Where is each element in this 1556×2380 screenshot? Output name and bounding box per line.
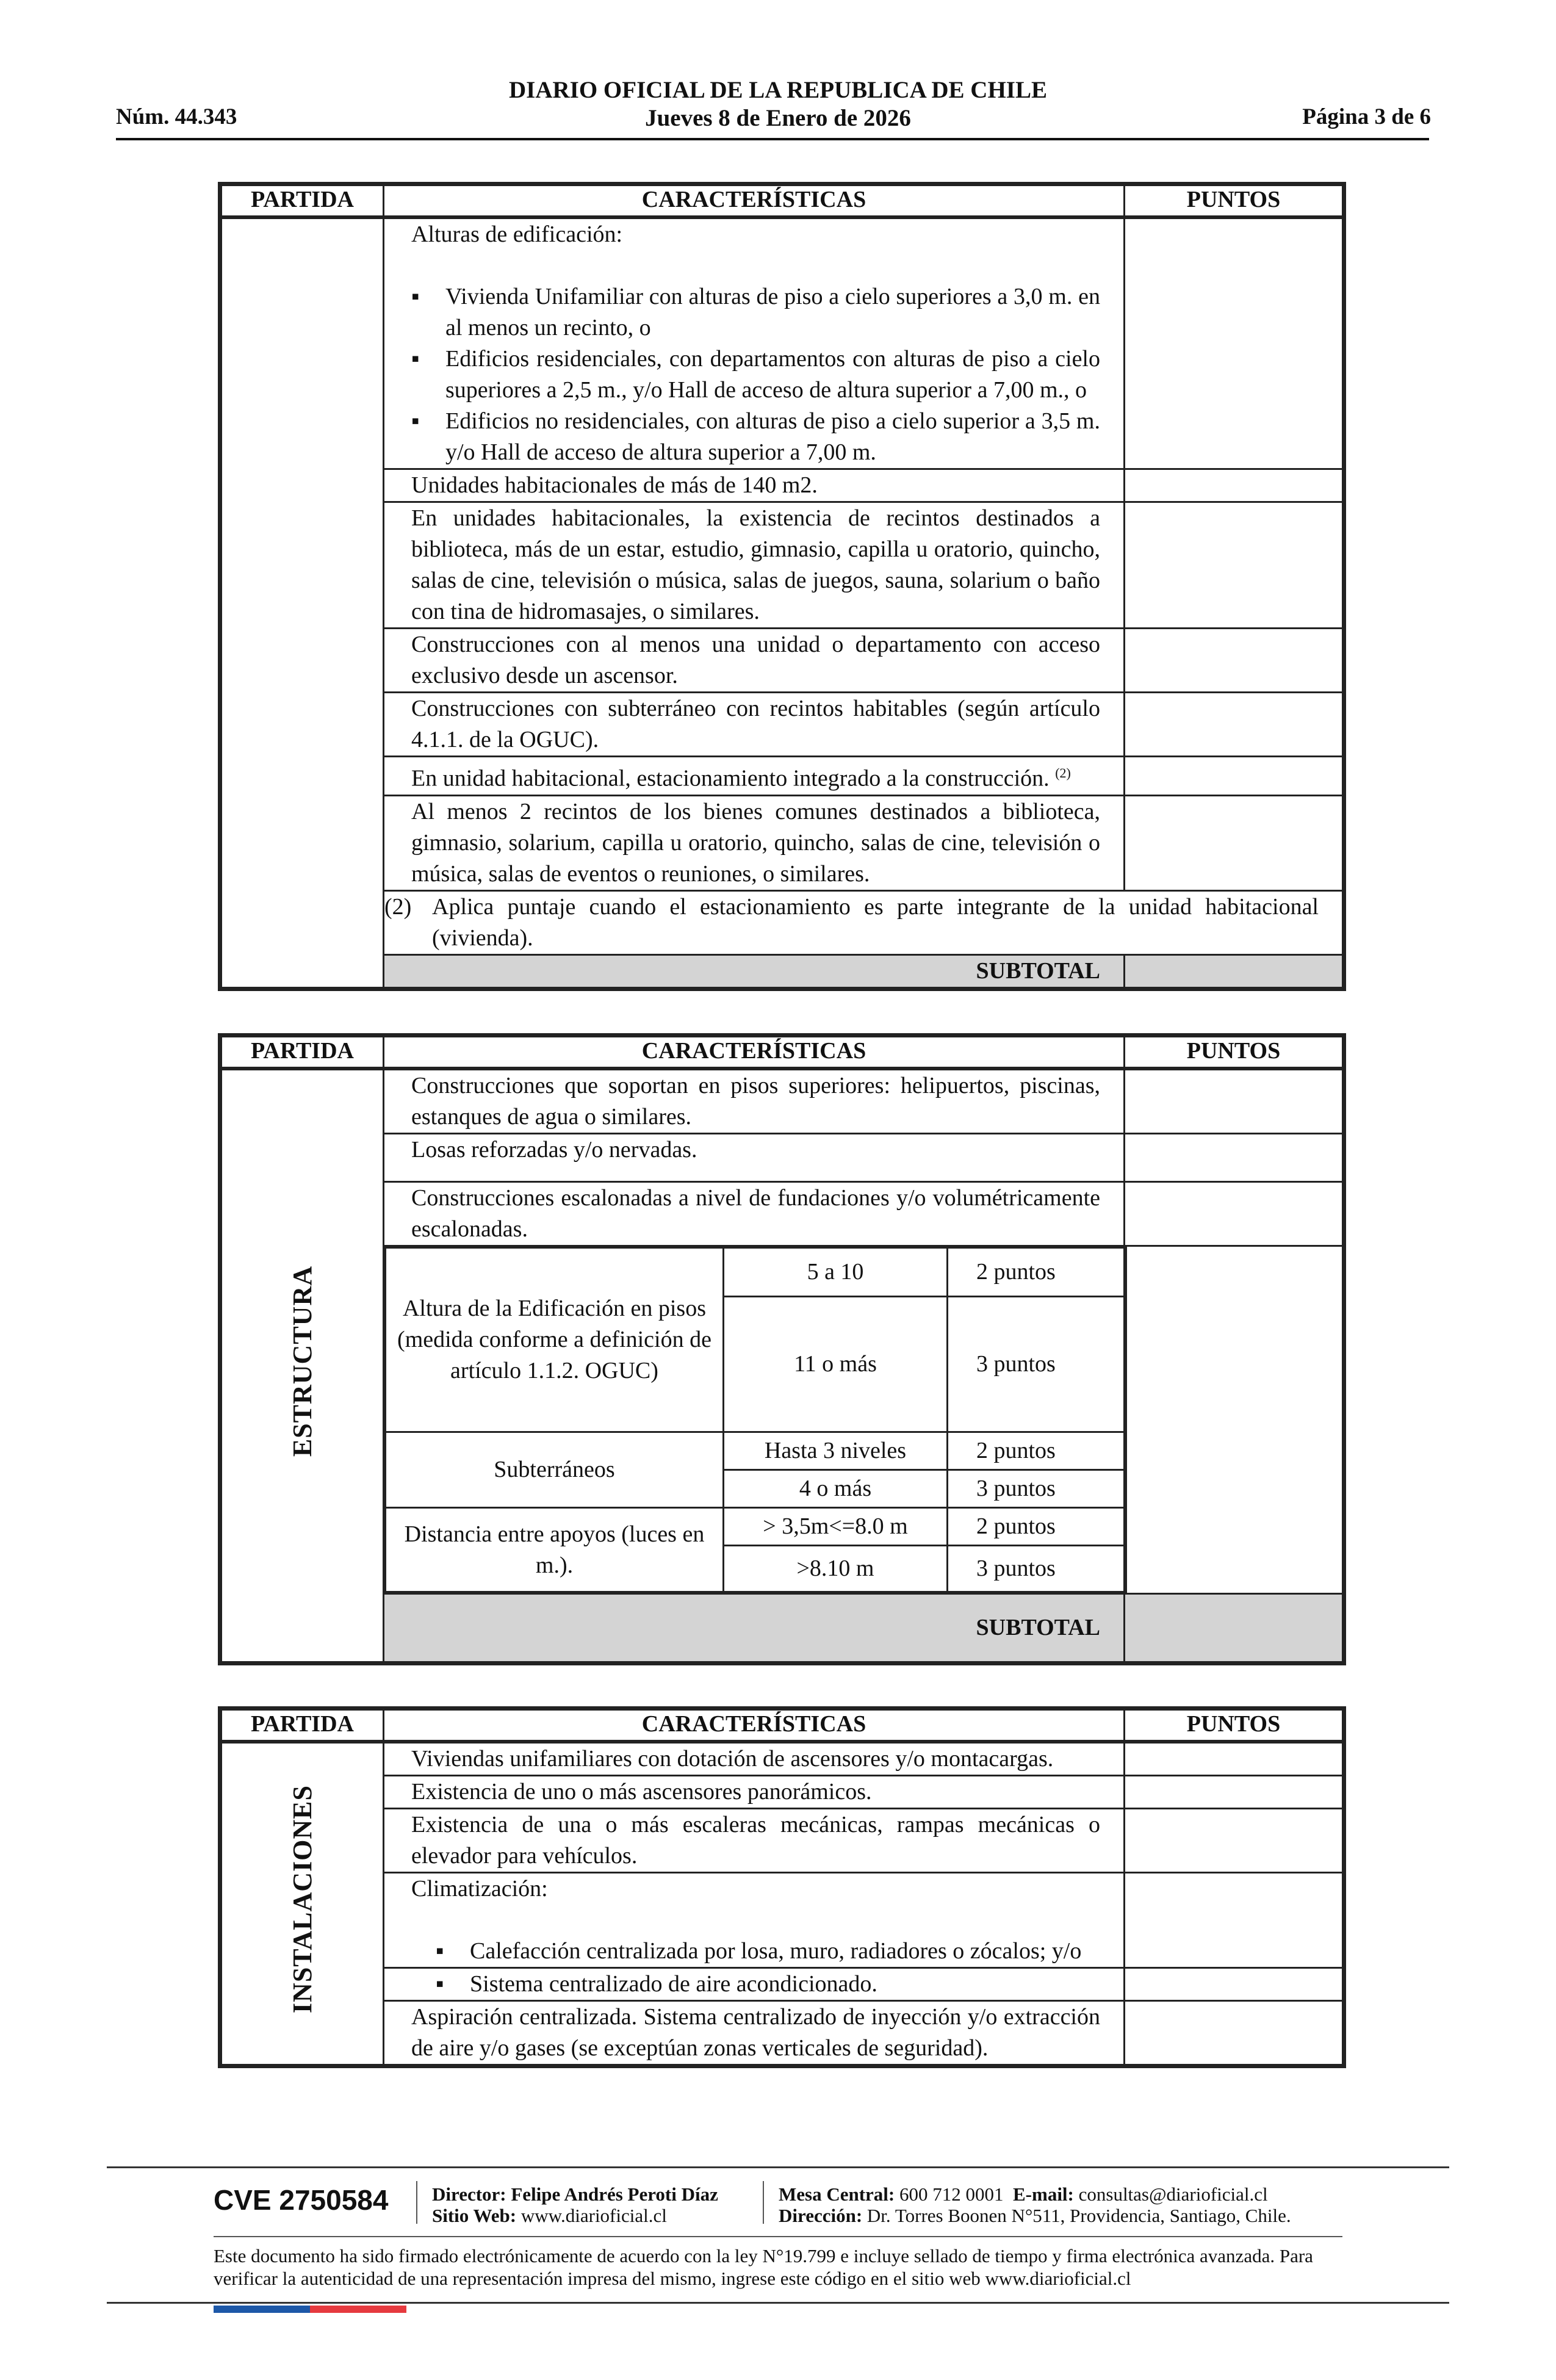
publication-title: DIARIO OFICIAL DE LA REPUBLICA DE CHILE: [508, 77, 1047, 103]
partida-cell-empty: [220, 217, 384, 989]
distancia-label: Distancia entre apoyos (luces en m.).: [386, 1508, 724, 1592]
footer-separator: [763, 2181, 764, 2224]
row-text: Construcciones escalonadas a nivel de fundaciones y/o volumétricamente escalonadas.: [384, 1182, 1125, 1246]
alturas-list: [411, 281, 1100, 468]
table-row: [220, 1182, 1344, 1246]
grid-cell: [384, 1246, 1125, 1594]
footer-rule: [214, 2236, 1342, 2237]
range-cell: > 3,5m<=8.0 m: [724, 1508, 948, 1546]
row-text: En unidad habitacional, estacionamiento integrado a la construcción.: [411, 765, 1050, 792]
subtotal-points-cell[interactable]: [1125, 1594, 1344, 1664]
table-row: [220, 1069, 1344, 1134]
clima-cell-2: [384, 1968, 1125, 2001]
mesa-label: Mesa Central:: [779, 2183, 895, 2205]
address: Dr. Torres Boonen N°511, Providencia, Santiago, Chile.: [866, 2205, 1291, 2226]
scoring-grid: [384, 1247, 1127, 1593]
points-cell[interactable]: [1125, 1069, 1344, 1134]
points-cell[interactable]: [1125, 629, 1344, 693]
email-link[interactable]: consultas@diarioficial.cl: [1078, 2183, 1268, 2205]
points-cell[interactable]: [1125, 757, 1344, 796]
row-text-with-footnote: [384, 757, 1125, 796]
phone-number: 600 712 0001: [899, 2183, 1004, 2205]
list-item: ▪ Vivienda Unifamiliar con alturas de piso a cielo superiores a 3,0 m. en al menos un recinto, o: [411, 281, 1100, 344]
grid-row: [386, 1508, 1126, 1546]
flag-bar-blue: [214, 2306, 310, 2313]
footnote-mark: (2): [1055, 765, 1071, 781]
row-text: Unidades habitacionales de más de 140 m2.: [384, 469, 1125, 502]
row-text: Losas reforzadas y/o nervadas.: [384, 1134, 1125, 1182]
subterraneos-label: Subterráneos: [386, 1432, 724, 1508]
row-text: Viviendas unifamiliares con dotación de ascensores y/o montacargas.: [384, 1742, 1125, 1776]
legal-notice: Este documento ha sido firmado electrónicamente de acuerdo con la ley N°19.799 e incluye sellado de tiempo y firma electrónica avanzada. Para verificar la autenticidad de una representación impresa del mismo, ingrese este código en el sitio web www.diarioficial.cl: [214, 2245, 1313, 2289]
email-label: E-mail:: [1013, 2183, 1074, 2205]
range-cell: 5 a 10: [724, 1248, 948, 1297]
points-cell[interactable]: [1125, 1182, 1344, 1246]
points-value: 2 puntos: [948, 1508, 1126, 1546]
row-text: Existencia de una o más escaleras mecánicas, rampas mecánicas o elevador para vehículos.: [384, 1809, 1125, 1873]
header-partida: PARTIDA: [220, 1709, 384, 1742]
row-text: En unidades habitacionales, la existencia de recintos destinados a biblioteca, más de un estar, estudio, gimnasio, capilla u oratorio, quincho, salas de cine, televisión o música, salas de juegos, sauna, solarium o baño con tina de hidromasajes, o similares.: [384, 502, 1125, 629]
partida-cell: [220, 1742, 384, 2066]
subtotal-points-cell[interactable]: [1125, 954, 1344, 989]
header-puntos: PUNTOS: [1125, 1036, 1344, 1069]
header-caracteristicas: CARACTERÍSTICAS: [384, 1036, 1125, 1069]
footnote-cell: [384, 890, 1344, 954]
points-value: 3 puntos: [948, 1546, 1126, 1592]
publication-date: Jueves 8 de Enero de 2026: [645, 105, 911, 131]
footnote-text: Aplica puntaje cuando el estacionamiento es parte integrante de la unidad habitacional (vivienda).: [432, 893, 1319, 951]
table-row: [220, 795, 1344, 890]
clima-title: Climatización:: [411, 1876, 548, 1902]
points-cell[interactable]: [1125, 1742, 1344, 1776]
partida-instalaciones-label: INSTALACIONES: [287, 1785, 317, 2014]
points-cell[interactable]: [1125, 1246, 1344, 1594]
alturas-cell: [384, 217, 1125, 469]
director-name: Felipe Andrés Peroti Díaz: [511, 2183, 718, 2205]
table-header-row: [220, 1036, 1344, 1069]
clima-cell: [384, 1873, 1125, 1968]
footnote-row: [220, 890, 1344, 954]
points-cell[interactable]: [1125, 1809, 1344, 1873]
points-cell[interactable]: [1125, 217, 1344, 469]
row-text: Construcciones con al menos una unidad o departamento con acceso exclusivo desde un ascensor.: [384, 629, 1125, 693]
table-row: [220, 1873, 1344, 1968]
grid-row: [386, 1248, 1126, 1297]
points-cell[interactable]: [1125, 2001, 1344, 2066]
director-label: Director:: [432, 2183, 506, 2205]
row-text: Construcciones que soportan en pisos superiores: helipuertos, piscinas, estanques de agua o similares.: [384, 1069, 1125, 1134]
footer-separator: [416, 2181, 417, 2224]
table-row: [220, 629, 1344, 693]
points-cell[interactable]: [1125, 1873, 1344, 1968]
points-value: 3 puntos: [948, 1297, 1126, 1432]
footer-director-block: [432, 2183, 718, 2226]
points-value: 3 puntos: [948, 1470, 1126, 1508]
range-cell: >8.10 m: [724, 1546, 948, 1592]
points-value: 2 puntos: [948, 1432, 1126, 1470]
list-item: ▪ Edificios no residenciales, con alturas de piso a cielo superior a 3,5 m. y/o Hall de acceso de altura superior a 7,00 m.: [411, 406, 1100, 468]
header-puntos: PUNTOS: [1125, 184, 1344, 218]
header-partida: PARTIDA: [220, 184, 384, 218]
table-row: [220, 217, 1344, 469]
cve-code: CVE 2750584: [214, 2184, 389, 2216]
points-cell[interactable]: [1125, 693, 1344, 757]
header-partida: PARTIDA: [220, 1036, 384, 1069]
points-cell[interactable]: [1125, 1776, 1344, 1809]
subtotal-row: [220, 1594, 1344, 1664]
altura-label: Altura de la Edificación en pisos (medida conforme a definición de artículo 1.1.2. OGUC): [386, 1248, 724, 1432]
table-row: [220, 469, 1344, 502]
header-caracteristicas: CARACTERÍSTICAS: [384, 184, 1125, 218]
table-row: [220, 1246, 1344, 1594]
header-rule: [116, 138, 1429, 140]
footnote-number: (2): [384, 893, 412, 920]
sitio-label: Sitio Web:: [432, 2205, 517, 2226]
range-cell: 11 o más: [724, 1297, 948, 1432]
header-puntos: PUNTOS: [1125, 1709, 1344, 1742]
range-cell: 4 o más: [724, 1470, 948, 1508]
footer-rule: [107, 2302, 1449, 2304]
table-row: [220, 1809, 1344, 1873]
row-text: Existencia de uno o más ascensores panorámicos.: [384, 1776, 1125, 1809]
header-caracteristicas: CARACTERÍSTICAS: [384, 1709, 1125, 1742]
points-cell[interactable]: [1125, 502, 1344, 629]
clima-list: [411, 1936, 1100, 1967]
table-row: [220, 2001, 1344, 2066]
grid-row: [386, 1432, 1126, 1470]
points-cell[interactable]: [1125, 1968, 1344, 2001]
table-row: [220, 1134, 1344, 1182]
list-item: ▪ Edificios residenciales, con departamentos con alturas de piso a cielo superiores a 2,5 m., y/o Hall de acceso de altura superior a 7,00 m., o: [411, 344, 1100, 406]
issue-number: Núm. 44.343: [116, 104, 237, 129]
range-cell: Hasta 3 niveles: [724, 1432, 948, 1470]
flag-bar-red: [310, 2306, 406, 2313]
table-partida-estructura: [218, 1033, 1346, 1665]
footer-contact-block: [779, 2183, 1291, 2226]
table-header-row: [220, 184, 1344, 218]
website-link[interactable]: www.diarioficial.cl: [520, 2205, 667, 2226]
row-text: Al menos 2 recintos de los bienes comunes destinados a biblioteca, gimnasio, solarium, capilla u oratorio, quincho, salas de cine, televisión o música, salas de eventos o reuniones, o similares.: [384, 795, 1125, 890]
points-value: 2 puntos: [948, 1248, 1126, 1297]
partida-estructura-label: ESTRUCTURA: [287, 1266, 317, 1457]
table-row: [220, 502, 1344, 629]
clima-list: [411, 1969, 1100, 2000]
subtotal-row: [220, 954, 1344, 989]
table-row: [220, 1742, 1344, 1776]
points-cell[interactable]: [1125, 1134, 1344, 1182]
table-row: [220, 757, 1344, 796]
table-partida-1: [218, 182, 1346, 991]
table-header-row: [220, 1709, 1344, 1742]
table-row: [220, 1968, 1344, 2001]
page-indicator: Página 3 de 6: [1302, 104, 1431, 129]
row-text: Aspiración centralizada. Sistema centralizado de inyección y/o extracción de aire y/o gases (se exceptúan zonas verticales de seguridad).: [384, 2001, 1125, 2066]
subtotal-label: SUBTOTAL: [384, 1594, 1125, 1664]
footer-rule: [107, 2166, 1449, 2168]
points-cell[interactable]: [1125, 469, 1344, 502]
table-row: [220, 1776, 1344, 1809]
partida-cell: [220, 1069, 384, 1664]
list-item: ▪ Calefacción centralizada por losa, muro, radiadores o zócalos; y/o: [436, 1936, 1100, 1967]
row-text: Construcciones con subterráneo con recintos habitables (según artículo 4.1.1. de la OGUC).: [384, 693, 1125, 757]
direccion-label: Dirección:: [779, 2205, 863, 2226]
subtotal-label: SUBTOTAL: [384, 954, 1125, 989]
points-cell[interactable]: [1125, 795, 1344, 890]
table-partida-instalaciones: [218, 1706, 1346, 2068]
table-row: [220, 693, 1344, 757]
list-item: ▪ Sistema centralizado de aire acondicionado.: [436, 1969, 1100, 2000]
alturas-title: Alturas de edificación:: [411, 222, 623, 247]
